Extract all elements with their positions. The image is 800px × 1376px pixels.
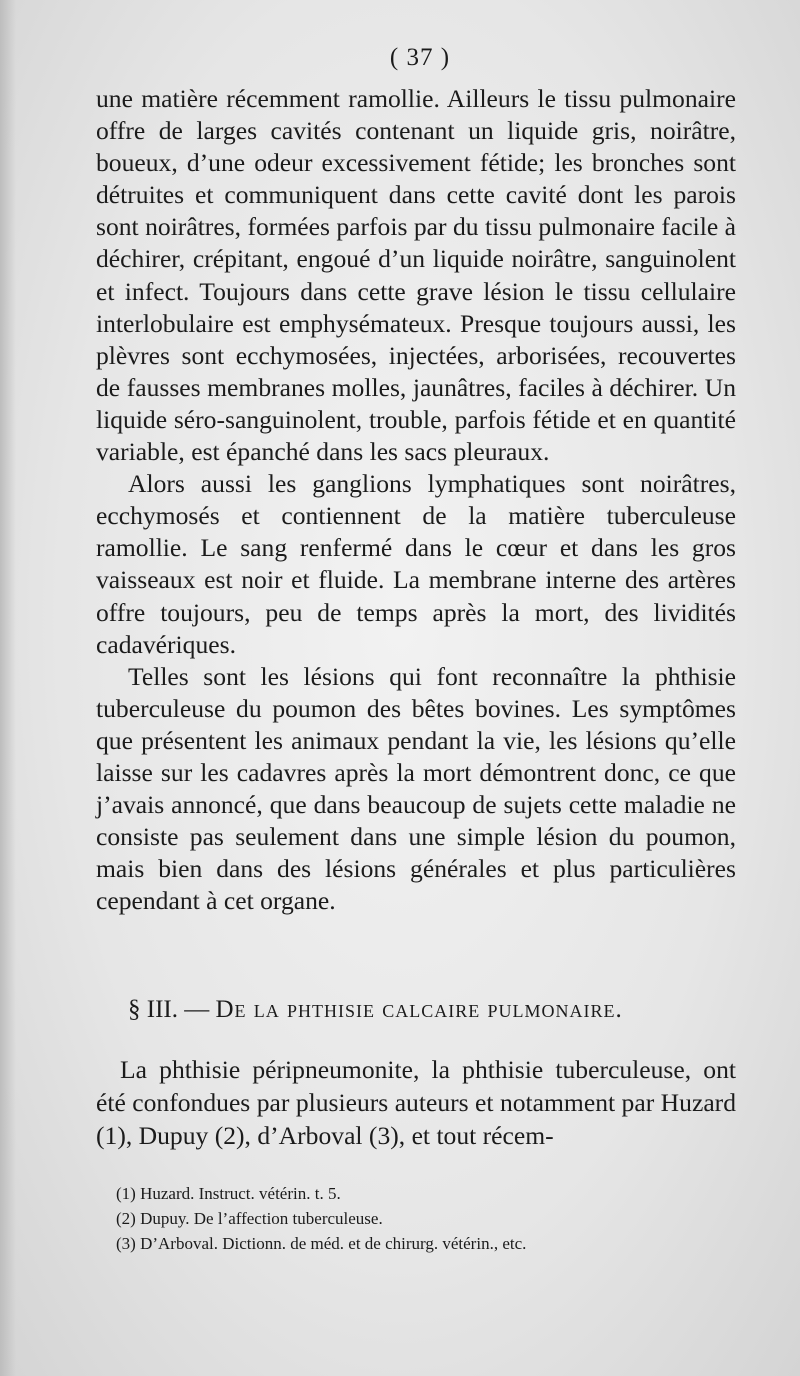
- section-heading: [128, 996, 748, 1024]
- footnote-arboval: (3) D’Arboval. Dictionn. de méd. et de chirurg. vétérin., etc.: [116, 1234, 527, 1253]
- paragraph-ganglions: Alors aussi les ganglions lymphatiques sont noirâtres, ecchymosés et contiennent de la matière tuberculeuse ramollie. Le sang renfermé dans le cœur et dans les gros vaisseaux est noir et fluide. La membrane interne des artères offre toujours, peu de temps après la mort, des lividités cadavériques.: [96, 469, 736, 659]
- section-title: De la phthisie calcaire pulmonaire.: [215, 996, 623, 1023]
- page-edge-shadow: [0, 0, 16, 1376]
- footnote-dupuy: (2) Dupuy. De l’affection tuberculeuse.: [116, 1209, 383, 1228]
- section-number: § III.: [128, 996, 178, 1023]
- paragraph-lesions: une matière récemment ramollie. Ailleurs le tissu pulmonaire offre de larges cavités contenant un liquide gris, noirâtre, boueux, d’une odeur excessivement fétide; les bronches sont détruites et communiquent dans cette cavité dont les parois sont noirâtres, formées parfois par du tissu pulmonaire facile à déchirer, crépitant, engoué d’un liquide noirâtre, sanguinolent et infect. Toujours dans cette grave lésion le tissu cellulaire interlobulaire est emphysémateux. Presque toujours aussi, les plèvres sont ecchymosées, injectées, arborisées, recouvertes de fausses membranes molles, jaunâtres, faciles à déchirer. Un liquide séro-sanguinolent, trouble, parfois fétide et en quantité variable, est épanché dans les sacs pleuraux.: [96, 84, 736, 467]
- paragraph-conclusion: Telles sont les lésions qui font reconnaître la phthisie tuberculeuse du poumon des bêtes bovines. Les symptômes que présentent les animaux pendant la vie, les lésions qu’elle laisse sur les cadavres après la mort démontrent donc, ce que j’avais annoncé, que dans beaucoup de sujets cette maladie ne consiste pas seulement dans une simple lésion du poumon, mais bien dans des lésions générales et plus particulières cependant à cet organe.: [96, 661, 736, 916]
- page-number: ( 37 ): [389, 44, 451, 71]
- section-dash: —: [184, 996, 210, 1023]
- body-text: [96, 83, 736, 917]
- footnote-huzard: (1) Huzard. Instruct. vétérin. t. 5.: [116, 1184, 341, 1203]
- footnotes: [116, 1181, 736, 1256]
- section-paragraph: La phthisie péripneumonite, la phthisie tuberculeuse, ont été confondues par plusieurs auteurs et notamment par Huzard (1), Dupuy (2), d’Arboval (3), et tout récem-: [96, 1055, 736, 1150]
